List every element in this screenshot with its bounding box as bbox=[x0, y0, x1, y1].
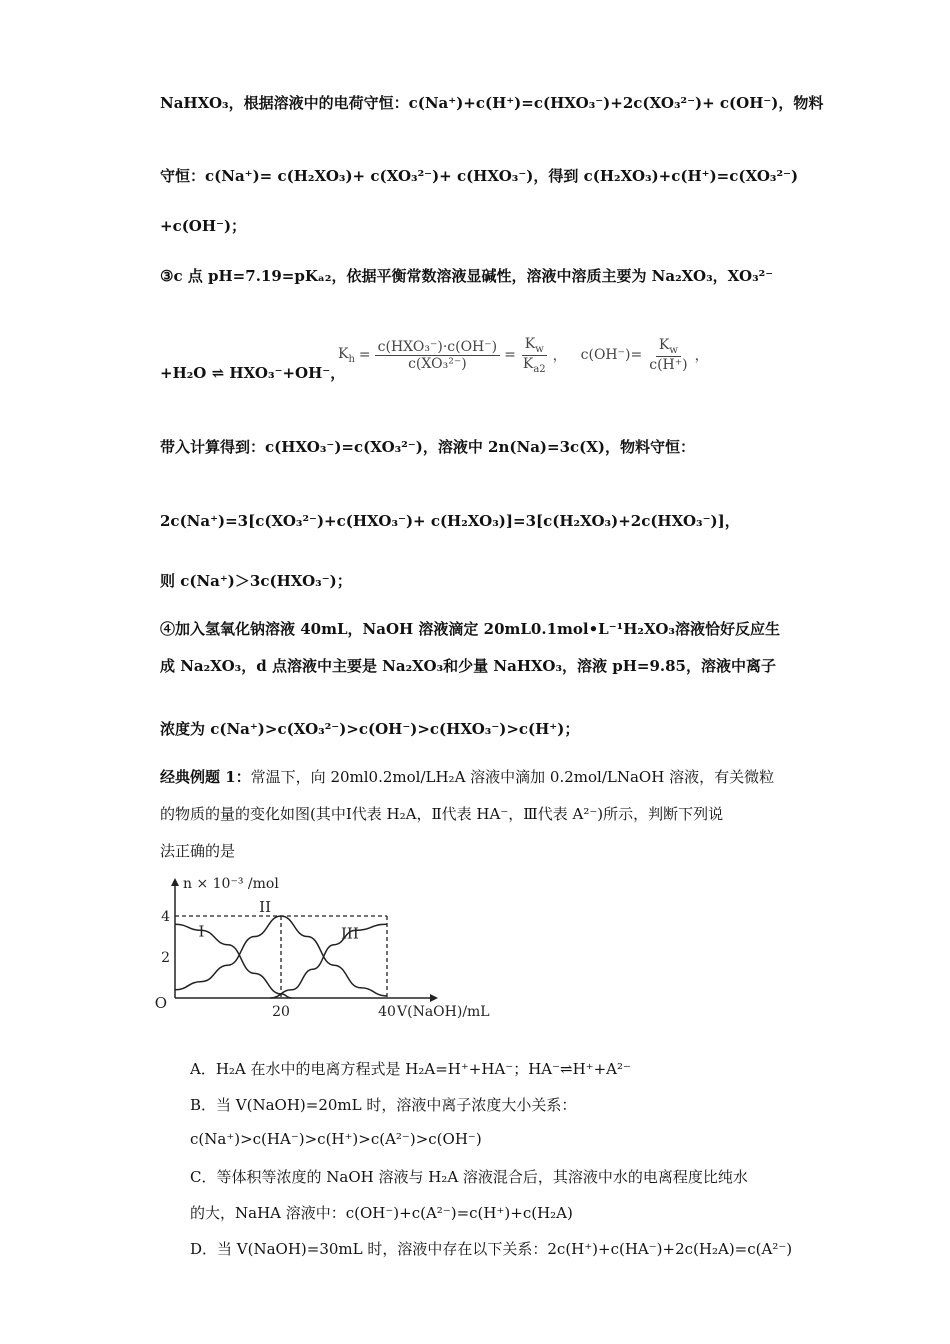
kh-sub: h bbox=[348, 353, 355, 365]
series-label-I: I bbox=[198, 922, 205, 941]
series-line-I bbox=[175, 924, 292, 998]
series-line-III bbox=[270, 924, 387, 998]
origin-label: O bbox=[155, 994, 167, 1012]
chart-axes bbox=[171, 878, 438, 1002]
option-c-line-1: C．等体积等浓度的 NaOH 溶液与 H₂A 溶液混合后，其溶液中水的电离程度比纯水 bbox=[190, 1168, 748, 1186]
text-line-6: 带入计算得到：c(HXO₃⁻)=c(XO₃²⁻)，溶液中 2n(Na)=3c(X)，物料守恒： bbox=[160, 438, 695, 456]
text-line-2: 守恒：c(Na⁺)= c(H₂XO₃)+ c(XO₃²⁻)+ c(HXO₃⁻)，得到 c(H₂XO₃)+c(H⁺)=c(XO₃²⁻) bbox=[160, 167, 799, 185]
formula-sep: ， bbox=[552, 348, 567, 365]
oh-label: c(OH⁻)= bbox=[580, 347, 643, 364]
series-label-II: II bbox=[259, 897, 272, 916]
kw-num: K bbox=[524, 336, 536, 352]
option-b-line-2: c(Na⁺)>c(HA⁻)>c(H⁺)>c(A²⁻)>c(OH⁻) bbox=[190, 1130, 482, 1148]
x-tick-label: 20 bbox=[272, 1004, 290, 1020]
example-line-3: 法正确的是 bbox=[160, 842, 236, 860]
y-axis-label: n × 10⁻³ /mol bbox=[183, 876, 279, 892]
ka-den-sub: a2 bbox=[533, 363, 546, 375]
series-label-III: III bbox=[341, 924, 359, 943]
titration-chart bbox=[155, 870, 495, 1020]
text-line-3: +c(OH⁻)； bbox=[160, 217, 247, 235]
y-tick-label: 4 bbox=[161, 909, 170, 925]
x-axis-label: V(NaOH)/mL bbox=[397, 1004, 490, 1020]
text-line-9: ④加入氢氧化钠溶液 40mL，NaOH 溶液滴定 20mL0.1mol•L⁻¹H₂XO₃溶液恰好反应生 bbox=[160, 620, 780, 638]
example-line-2: 的物质的量的变化如图(其中Ⅰ代表 H₂A，Ⅱ代表 HA⁻，Ⅲ代表 A²⁻)所示，判断下列说 bbox=[160, 805, 724, 823]
kh-fraction bbox=[375, 339, 500, 372]
x-axis-arrow bbox=[430, 994, 438, 1002]
text-line-11: 浓度为 c(Na⁺)>c(XO₃²⁻)>c(OH⁻)>c(HXO₃⁻)>c(H⁺)； bbox=[160, 720, 580, 738]
text-line-4: ③c 点 pH=7.19=pKₐ₂，依据平衡常数溶液显碱性，溶液中溶质主要为 Na₂XO₃，XO₃²⁻ bbox=[160, 267, 774, 285]
y-tick-label: 2 bbox=[161, 950, 170, 966]
oh-den: c(H⁺) bbox=[649, 357, 688, 374]
x-tick-label: 40 bbox=[378, 1004, 396, 1020]
text-line-10: 成 Na₂XO₃，d 点溶液中主要是 Na₂XO₃和少量 NaHXO₃，溶液 pH=9.85，溶液中离子 bbox=[160, 657, 776, 675]
kw-num-sub: w bbox=[535, 343, 544, 355]
eq-sign-2: = bbox=[504, 347, 516, 364]
text-line-7: 2c(Na⁺)=3[c(XO₃²⁻)+c(HXO₃⁻)+ c(H₂XO₃)]=3[c(H₂XO₃)+2c(HXO₃⁻)]， bbox=[160, 512, 740, 530]
option-d: D．当 V(NaOH)=30mL 时，溶液中存在以下关系：2c(H⁺)+c(HA⁻)+2c(H₂A)=c(A²⁻) bbox=[190, 1240, 793, 1258]
option-c-line-2: 的大，NaHA 溶液中：c(OH⁻)+c(A²⁻)=c(H⁺)+c(H₂A) bbox=[190, 1204, 573, 1222]
example-label: 经典例题 1： bbox=[160, 768, 251, 786]
text-line-5: +H₂O ⇌ HXO₃⁻+OH⁻， bbox=[160, 364, 346, 382]
oh-num: K bbox=[658, 337, 670, 354]
oh-fraction bbox=[646, 337, 690, 373]
ka-den: K bbox=[522, 355, 534, 372]
y-axis-arrow bbox=[171, 878, 179, 886]
option-a: A．H₂A 在水中的电离方程式是 H₂A=H⁺+HA⁻；HA⁻⇌H⁺+A²⁻ bbox=[190, 1060, 631, 1078]
option-b-line-1: B．当 V(NaOH)=20mL 时，溶液中离子浓度大小关系： bbox=[190, 1096, 577, 1114]
text-line-8: 则 c(Na⁺)＞3c(HXO₃⁻)； bbox=[160, 572, 352, 590]
formula-end: ， bbox=[694, 348, 709, 365]
eq-sign: = bbox=[358, 347, 371, 364]
example-line-1 bbox=[160, 766, 774, 787]
example-text-1: 常温下，向 20ml0.2mol/LH₂A 溶液中滴加 0.2mol/LNaOH 溶液，有关微粒 bbox=[250, 768, 775, 786]
kh-denominator: c(XO₃²⁻) bbox=[408, 355, 467, 372]
oh-num-sub: w bbox=[669, 345, 678, 357]
kw-fraction bbox=[520, 336, 549, 375]
kh-label: K bbox=[338, 345, 349, 362]
text-line-1: NaHXO₃，根据溶液中的电荷守恒：c(Na⁺)+c(H⁺)=c(HXO₃⁻)+2c(XO₃²⁻)+ c(OH⁻)，物料 bbox=[160, 94, 824, 112]
kh-numerator: c(HXO₃⁻)·c(OH⁻) bbox=[375, 339, 500, 356]
kh-formula bbox=[338, 336, 709, 375]
